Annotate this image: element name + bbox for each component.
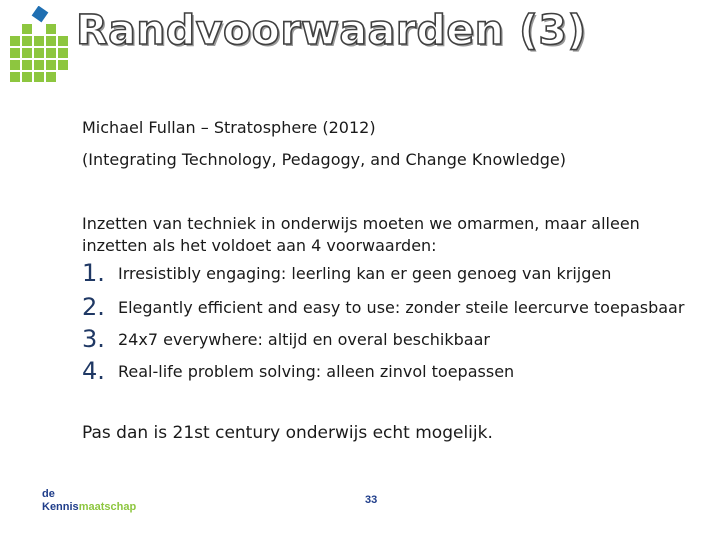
list-item-text: 24x7 everywhere: altijd en overal beschikbaar <box>118 330 490 349</box>
subtitle-line: (Integrating Technology, Pedagogy, and Change Knowledge) <box>82 150 567 169</box>
list-item <box>82 293 702 321</box>
list-item <box>82 259 702 287</box>
source-line: Michael Fullan – Stratosphere (2012) <box>82 118 376 137</box>
list-item-text: Elegantly efficient and easy to use: zonder steile leercurve toepasbaar <box>118 298 685 317</box>
footer-logo <box>42 488 136 514</box>
closing-line: Pas dan is 21st century onderwijs echt mogelijk. <box>82 423 493 443</box>
footer-logo-maatschap: maatschap <box>78 501 137 513</box>
conditions-list <box>82 259 702 385</box>
footer-logo-de: de <box>42 488 55 500</box>
list-item-number: 1. <box>82 259 105 287</box>
footer-logo-kennis: Kennis <box>42 501 79 513</box>
list-item-number: 3. <box>82 325 105 353</box>
list-item-number: 4. <box>82 357 105 385</box>
list-item <box>82 357 702 385</box>
intro-paragraph: Inzetten van techniek in onderwijs moeten we omarmen, maar alleen inzetten als het voldoet aan 4 voorwaarden: <box>82 214 640 255</box>
list-item <box>82 325 702 353</box>
list-item-text: Irresistibly engaging: leerling kan er geen genoeg van krijgen <box>118 264 612 283</box>
page-number: 33 <box>365 494 378 506</box>
slide-title: Randvoorwaarden (3) <box>76 6 587 54</box>
brand-logo-icon <box>8 6 72 88</box>
list-item-text: Real-life problem solving: alleen zinvol toepassen <box>118 362 515 381</box>
list-item-number: 2. <box>82 293 105 321</box>
